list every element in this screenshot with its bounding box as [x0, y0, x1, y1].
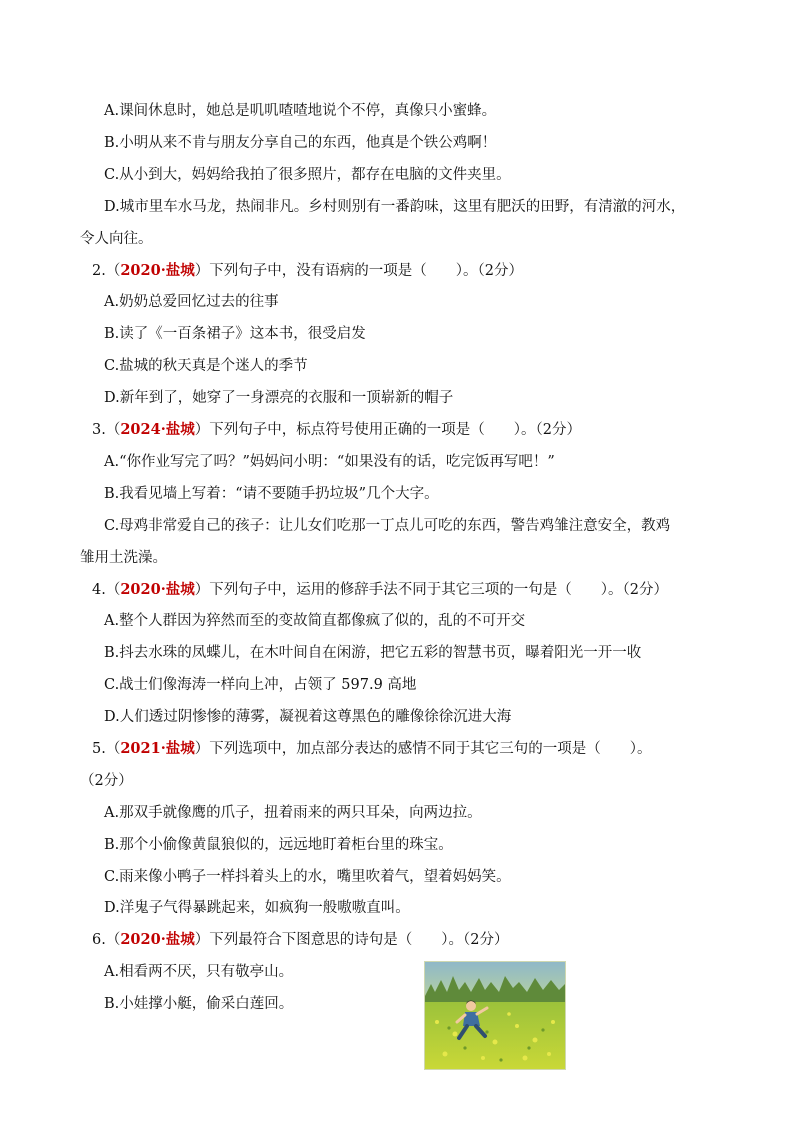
illustration-image	[424, 961, 566, 1070]
q1-option-c: C.从小到大，妈妈给我拍了很多照片，都存在电脑的文件夹里。	[104, 167, 511, 183]
q5-option-b: B.那个小偷像黄鼠狼似的，远远地盯着柜台里的珠宝。	[104, 837, 453, 853]
q4-option-d: D.人们透过阴惨惨的薄雾，凝视着这尊黑色的雕像徐徐沉进大海	[104, 709, 512, 725]
q3-option-b: B.我看见墙上写着：“请不要随手扔垃圾”几个大字。	[104, 486, 439, 502]
q1-option-a: A.课间休息时，她总是叽叽喳喳地说个不停，真像只小蜜蜂。	[104, 103, 497, 119]
source-tag: 2024·盐城	[120, 421, 195, 438]
source-tag: 2020·盐城	[120, 581, 195, 598]
q3-option-a: A.“你作业写完了吗？”妈妈问小明：“如果没有的话，吃完饭再写吧！”	[104, 454, 555, 470]
q2-option-b: B.读了《一百条裙子》这本书，很受启发	[104, 326, 366, 342]
question-2-stem: 2.（2020·盐城）下列句子中，没有语病的一项是（ ）。（2分）	[92, 262, 523, 279]
q1-option-d: D.城市里车水马龙，热闹非凡。乡村则别有一番韵味，这里有肥沃的田野，有清澈的河水，	[104, 199, 686, 215]
q4-option-b: B.抖去水珠的凤蝶儿，在木叶间自在闲游，把它五彩的智慧书页，曝着阳光一开一收	[104, 645, 642, 661]
question-5-stem-cont: （2分）	[80, 773, 133, 789]
q6-option-b: B.小娃撑小艇，偷采白莲回。	[104, 996, 294, 1012]
q2-option-d: D.新年到了，她穿了一身漂亮的衣服和一顶崭新的帽子	[104, 390, 454, 406]
q1-option-d-cont: 令人向往。	[80, 231, 153, 247]
question-3-stem: 3.（2024·盐城）下列句子中，标点符号使用正确的一项是（ ）。（2分）	[92, 421, 581, 438]
q1-option-b: B.小明从来不肯与朋友分享自己的东西，他真是个铁公鸡啊！	[104, 135, 497, 151]
q5-option-d: D.洋鬼子气得暴跳起来，如疯狗一般嗷嗷直叫。	[104, 900, 410, 916]
q4-option-a: A.整个人群因为猝然而至的变故简直都像疯了似的，乱的不可开交	[104, 613, 526, 629]
source-tag: 2021·盐城	[120, 740, 195, 757]
q2-option-c: C.盐城的秋天真是个迷人的季节	[104, 358, 308, 374]
question-5-stem: 5.（2021·盐城）下列选项中，加点部分表达的感情不同于其它三句的一项是（ ）。	[92, 740, 652, 757]
source-tag: 2020·盐城	[120, 262, 195, 279]
q6-option-a: A.相看两不厌，只有敬亭山。	[104, 964, 294, 980]
q5-option-c: C.雨来像小鸭子一样抖着头上的水，嘴里吹着气，望着妈妈笑。	[104, 869, 511, 885]
q5-option-a: A.那双手就像鹰的爪子，扭着雨来的两只耳朵，向两边拉。	[104, 805, 482, 821]
q3-option-c: C.母鸡非常爱自己的孩子：让儿女们吃那一丁点儿可吃的东西，警告鸡雏注意安全，教鸡	[104, 518, 671, 534]
q2-option-a: A.奶奶总爱回忆过去的往事	[104, 294, 279, 310]
question-6-stem: 6.（2020·盐城）下列最符合下图意思的诗句是（ ）。（2分）	[92, 931, 509, 948]
question-4-stem: 4.（2020·盐城）下列句子中，运用的修辞手法不同于其它三项的一句是（ ）。（2分）	[92, 581, 668, 598]
source-tag: 2020·盐城	[120, 931, 195, 948]
q4-option-c: C.战士们像海涛一样向上冲，占领了 597.9 高地	[104, 677, 417, 693]
q3-option-c-cont: 雏用土洗澡。	[80, 550, 167, 566]
